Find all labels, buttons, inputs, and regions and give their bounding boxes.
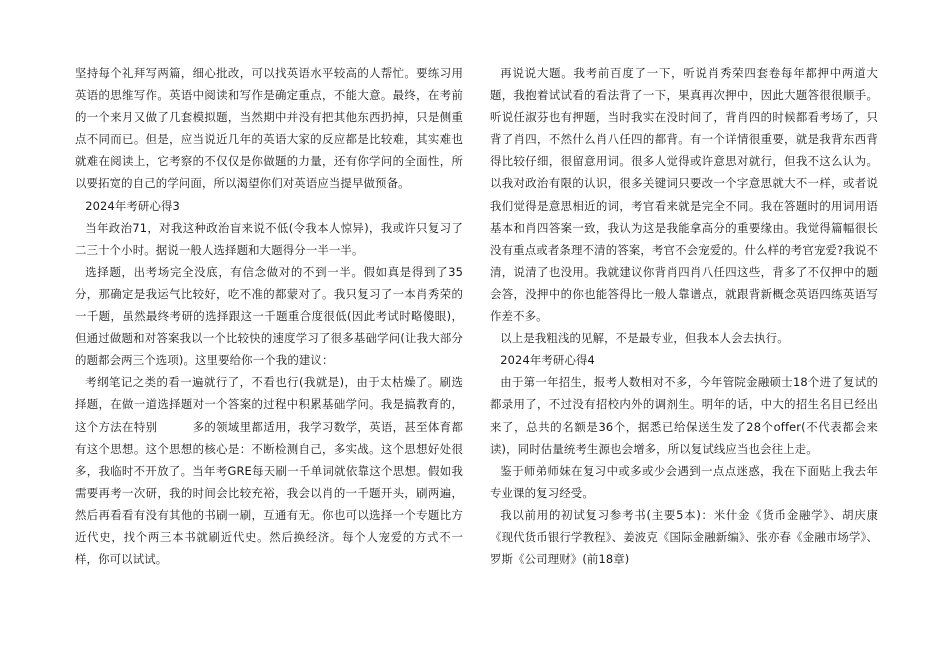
- paragraph: 考纲笔记之类的看一遍就行了，不看也行(我就是)，由于太枯燥了。刷选择题，在做一道选择题对一个答案的过程中积累基础学问。我是搞教育的，这个方法在特别 多的领域里都适用，我学习数学，英语，甚至体育都有这个思想。这个思想的核心是：不断检测自己，多实战。这个思想好处很多，我临时不开放了。当年考GRE每天刷一千单词就依靠这个思想。假如我需要再考一次研，我的时间会比较充裕，我会以肖的一千题开头，刷两遍，然后再看看有没有其他的书刷一刷，互通有无。你也可以选择一个专题比方近代史，找个两三本书就刷近代史。然后换经济。每个人宠爱的方式不一样，你可以试试。: [75, 375, 463, 567]
- paragraph: 再说说大题。我考前百度了一下，听说肖秀荣四套卷每年都押中两道大题，我抱着试试看的看法背了一下，果真再次押中，因此大题答很很顺手。听说任淑芬也有押题，当时我实在没时间了，背肖四的时候都看考场了，只背了肖四，不然什么肖八任四的都背。有一个详情很重要，就是我背东西背得比较仔细，很留意用词。很多人觉得或许意思对就行，但我不这么认为。以我对政治有限的认识，很多关键词只要改一个字意思就大不一样，或者说我们觉得是意思相近的词，考官看来就是完全不同。我在答题时的用词用语基本和肖四答案一致，我认为这是我能拿高分的重要缘由。我觉得篇幅很长没有重点或者条理不清的答案，考官不会宠爱的。什么样的考官宠爱?我说不清，说清了也没用。我就建议你背肖四肖八任四这些，背多了不仅押中的题会答，没押中的你也能答得比一般人靠谱点，就跟背新概念英语四练英语写作差不多。: [490, 66, 878, 324]
- paragraph: 坚持每个礼拜写两篇，细心批改，可以找英语水平较高的人帮忙。要练习用英语的思维写作。英语中阅读和写作是确定重点，不能大意。最终，在考前的一个来月又做了几套模拟题，当然期中并没有把其他东西扔掉，只是侧重点不同而已。但是，应当说近几年的英语大家的反应都是比较难，其实难也就难在阅读上，它考察的不仅仅是你做题的力量，还有你学问的全面性，所以要拓宽的自己的学问面，所以渴望你们对英语应当提早做预备。: [75, 66, 463, 191]
- paragraph: 鉴于师弟师妹在复习中或多或少会遇到一点点迷惑，我在下面贴上我去年专业课的复习经受。: [490, 463, 878, 500]
- section-heading: 2024年考研心得3: [85, 198, 180, 213]
- paragraph: 以上是我粗浅的见解，不是最专业，但我本人会去执行。: [500, 331, 789, 346]
- right-column: [490, 62, 878, 570]
- section-heading: 2024年考研心得4: [500, 353, 595, 368]
- paragraph: 由于第一年招生，报考人数相对不多，今年管院金融硕士18个进了复试的都录用了，不过没有招校内外的调剂生。明年的话，中大的招生名目已经出来了，总共的名额是36个，据悉已给保送生发了28个offer(不代表都会来读)，同时估量统考生源也会增多，所以复试线应当也会往上走。: [490, 375, 878, 456]
- paragraph: 当年政治71，对我这种政治盲来说不低(令我本人惊异)，我或许只复习了二三十个小时。据说一般人选择题和大题得分一半一半。: [75, 220, 463, 257]
- left-column: [75, 62, 463, 570]
- paragraph: 选择题，出考场完全没底，有信念做对的不到一半。假如真是得到了35分，那确定是我运气比较好，吃不准的都蒙对了。我只复习了一本肖秀荣的一千题，虽然最终考研的选择跟这一千题重合度很低(因此考试时略傻眼)，但通过做题和对答案我以一个比较快的速度学习了很多基础学问(让我大部分的题都会两三个选项)。这里要给你一个我的建议：: [75, 264, 463, 368]
- paragraph: 我以前用的初试复习参考书(主要5本)：米什金《货币金融学》、胡庆康《现代货币银行学教程》、姜波克《国际金融新编》、张亦春《金融市场学》、罗斯《公司理财》(前18章): [490, 507, 878, 567]
